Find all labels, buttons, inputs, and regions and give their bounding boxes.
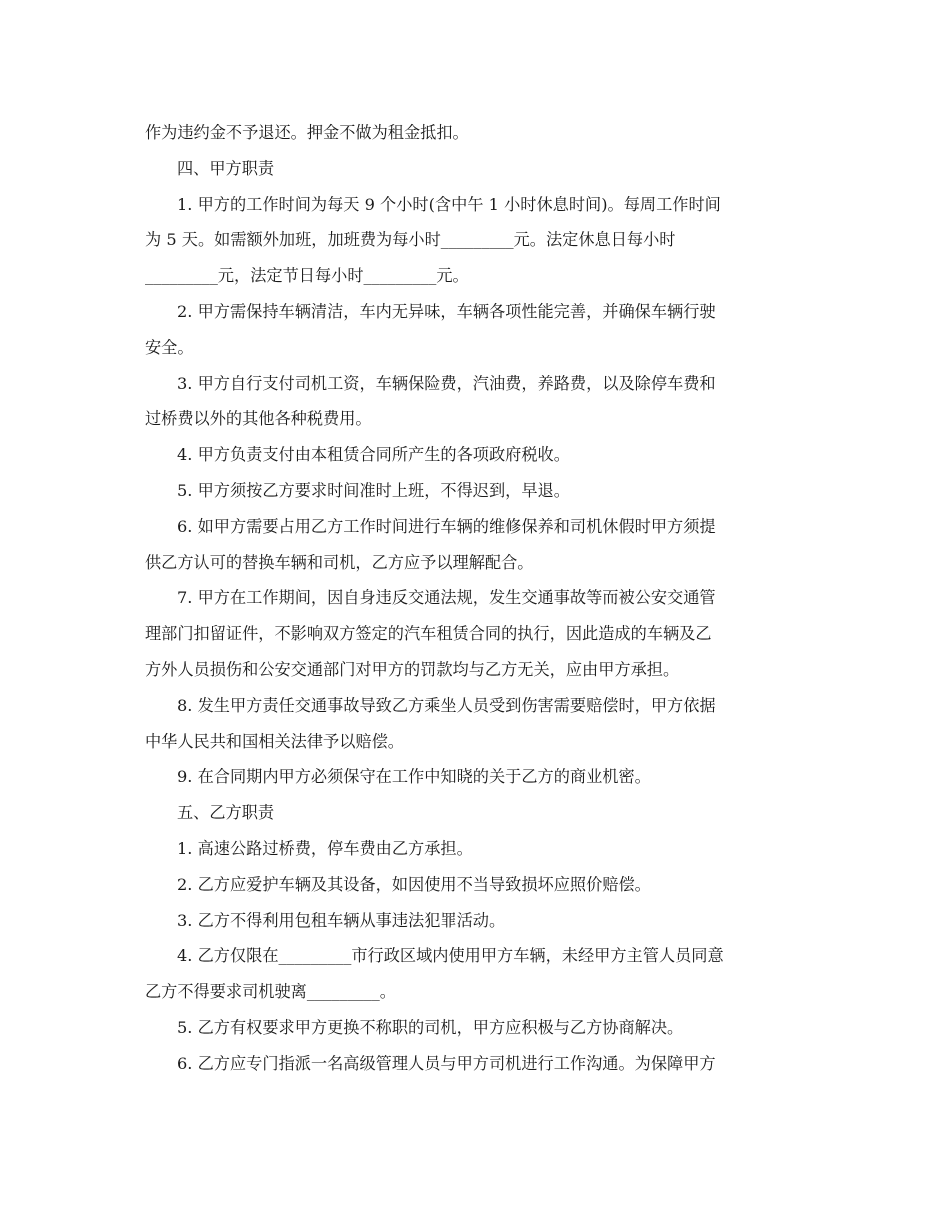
text-line: 6. 乙方应专门指派一名高级管理人员与甲方司机进行工作沟通。为保障甲方	[177, 1053, 716, 1073]
text-line: 作为违约金不予退还。押金不做为租金抵扣。	[145, 123, 469, 142]
document-body	[145, 115, 805, 1082]
section-heading: 四、甲方职责	[177, 158, 275, 178]
text-line: 9. 在合同期内甲方必须保守在工作中知晓的关于乙方的商业机密。	[177, 767, 651, 787]
text-line: 2. 乙方应爱护车辆及其设备，如因使用不当导致损坏应照价赔偿。	[177, 874, 651, 894]
text-line: 4. 甲方负责支付由本租赁合同所产生的各项政府税收。	[177, 445, 570, 465]
text-line: 中华人民共和国相关法律予以赔偿。	[145, 731, 404, 751]
text-line: 6. 如甲方需要占用乙方工作时间进行车辆的维修保养和司机休假时甲方须提	[177, 516, 716, 536]
text-line: 过桥费以外的其他各种税费用。	[145, 409, 372, 429]
text-line: 乙方不得要求司机驶离_________。	[145, 982, 396, 1002]
text-line: 供乙方认可的替换车辆和司机，乙方应予以理解配合。	[145, 552, 534, 572]
text-line: 1. 甲方的工作时间为每天 9 个小时(含中午 1 小时休息时间)。每周工作时间	[177, 194, 721, 214]
text-line: 3. 乙方不得利用包租车辆从事违法犯罪活动。	[177, 910, 506, 930]
text-line: 5. 甲方须按乙方要求时间准时上班，不得迟到，早退。	[177, 480, 570, 500]
text-line: 4. 乙方仅限在_________市行政区域内使用甲方车辆，未经甲方主管人员同意	[177, 946, 724, 966]
text-line: 安全。	[145, 337, 194, 357]
text-line: 2. 甲方需保持车辆清洁，车内无异味，车辆各项性能完善，并确保车辆行驶	[177, 301, 716, 321]
text-line: 8. 发生甲方责任交通事故导致乙方乘坐人员受到伤害需要赔偿时，甲方依据	[177, 695, 716, 715]
text-line: 方外人员损伤和公安交通部门对甲方的罚款均与乙方无关，应由甲方承担。	[145, 659, 680, 679]
text-line: 7. 甲方在工作期间，因自身违反交通法规，发生交通事故等而被公安交通管	[177, 588, 716, 608]
text-line: 3. 甲方自行支付司机工资，车辆保险费，汽油费，养路费，以及除停车费和	[177, 373, 716, 393]
text-line: 理部门扣留证件，不影响双方签定的汽车租赁合同的执行，因此造成的车辆及乙	[145, 624, 712, 644]
text-line: 为 5 天。如需额外加班，加班费为每小时_________元。法定休息日每小时	[145, 230, 676, 250]
text-line: 1. 高速公路过桥费，停车费由乙方承担。	[177, 838, 473, 858]
text-line: 5. 乙方有权要求甲方更换不称职的司机，甲方应积极与乙方协商解决。	[177, 1017, 684, 1037]
section-heading: 五、乙方职责	[177, 803, 275, 823]
text-line: _________元，法定节日每小时_________元。	[145, 266, 469, 286]
